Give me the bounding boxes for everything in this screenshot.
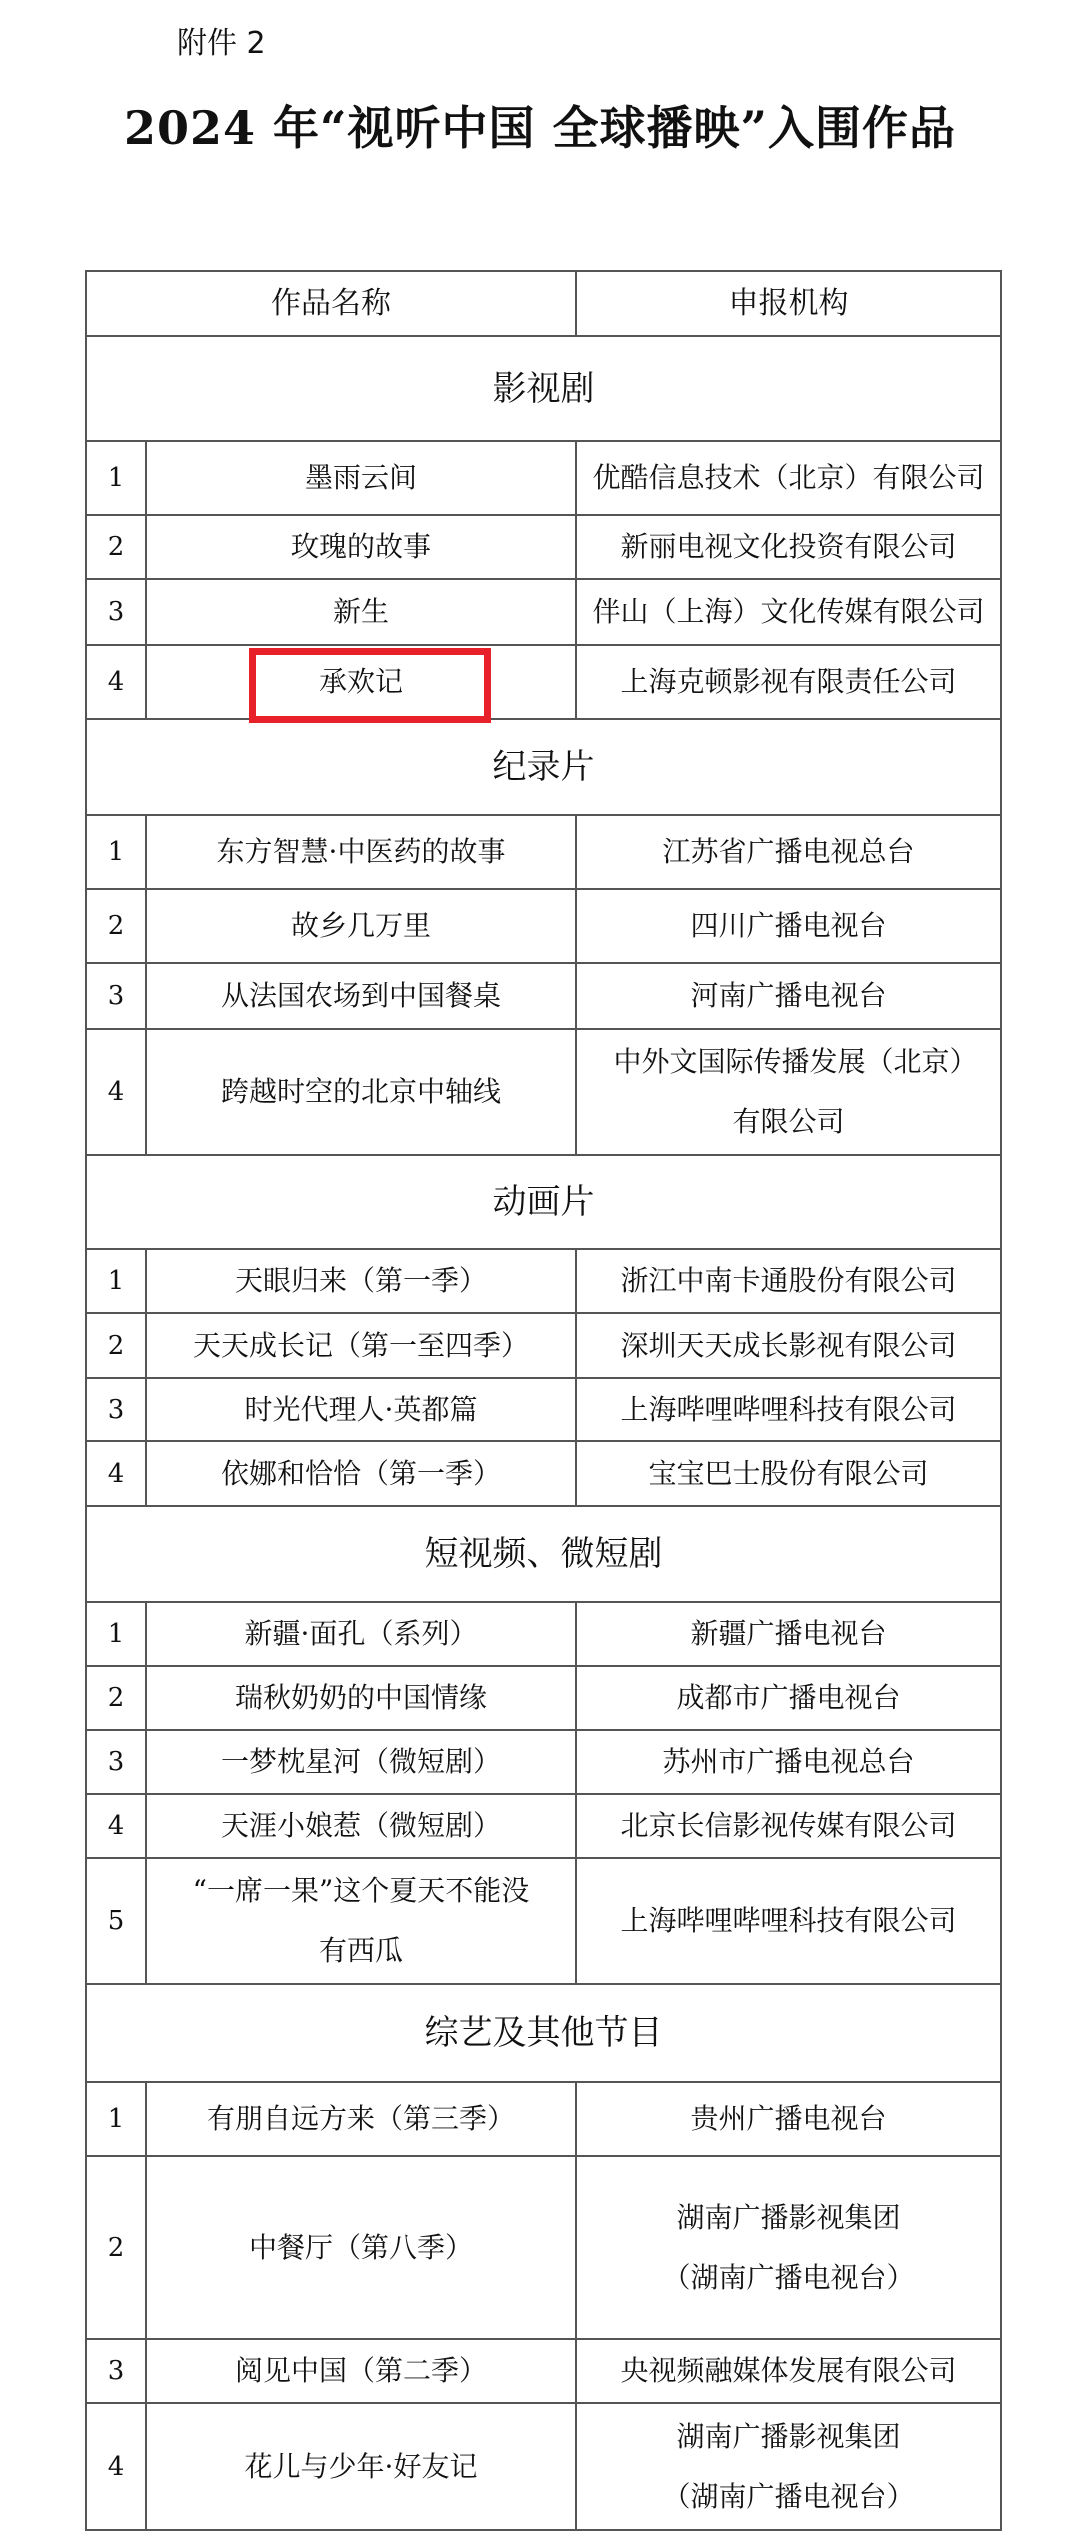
row-number: 5 — [86, 1858, 146, 1984]
row-number: 3 — [86, 579, 146, 645]
work-title: “一席一果”这个夏天不能没有西瓜 — [146, 1858, 576, 1984]
work-title: 天涯小娘惹（微短剧） — [146, 1794, 576, 1858]
work-title: 瑞秋奶奶的中国情缘 — [146, 1666, 576, 1730]
organization: 新疆广播电视台 — [576, 1602, 1001, 1666]
table-row — [86, 1441, 1001, 1506]
organization: 上海哔哩哔哩科技有限公司 — [576, 1378, 1001, 1441]
column-header-title: 作品名称 — [86, 271, 576, 336]
row-number: 2 — [86, 889, 146, 963]
row-number: 1 — [86, 1602, 146, 1666]
table-row — [86, 1378, 1001, 1441]
table-row — [86, 1313, 1001, 1378]
table-row — [86, 2082, 1001, 2156]
organization: 伴山（上海）文化传媒有限公司 — [576, 579, 1001, 645]
table-row — [86, 515, 1001, 579]
table-row — [86, 1730, 1001, 1794]
column-header-org: 申报机构 — [576, 271, 1001, 336]
table-row — [86, 579, 1001, 645]
section-title: 短视频、微短剧 — [86, 1506, 1001, 1602]
organization: 优酷信息技术（北京）有限公司 — [576, 441, 1001, 515]
work-title: 跨越时空的北京中轴线 — [146, 1029, 576, 1155]
row-number: 4 — [86, 1029, 146, 1155]
table-row — [86, 2403, 1001, 2530]
attachment-label: 附件 2 — [177, 26, 266, 61]
organization: 中外文国际传播发展（北京）有限公司 — [576, 1029, 1001, 1155]
organization: 苏州市广播电视总台 — [576, 1730, 1001, 1794]
table-header-row — [86, 271, 1001, 336]
organization: 宝宝巴士股份有限公司 — [576, 1441, 1001, 1506]
table-row — [86, 1249, 1001, 1313]
organization: 北京长信影视传媒有限公司 — [576, 1794, 1001, 1858]
work-title: 新疆·面孔（系列） — [146, 1602, 576, 1666]
row-number: 2 — [86, 1666, 146, 1730]
organization: 新丽电视文化投资有限公司 — [576, 515, 1001, 579]
work-title: 依娜和恰恰（第一季） — [146, 1441, 576, 1506]
row-number: 2 — [86, 2156, 146, 2339]
row-number: 1 — [86, 1249, 146, 1313]
table-row — [86, 889, 1001, 963]
table-row — [86, 1794, 1001, 1858]
section-title: 动画片 — [86, 1155, 1001, 1249]
organization: 贵州广播电视台 — [576, 2082, 1001, 2156]
work-title: 时光代理人·英都篇 — [146, 1378, 576, 1441]
work-title: 新生 — [146, 579, 576, 645]
work-title: 东方智慧·中医药的故事 — [146, 815, 576, 889]
section-title: 综艺及其他节目 — [86, 1984, 1001, 2082]
row-number: 3 — [86, 963, 146, 1029]
section-row — [86, 1155, 1001, 1249]
work-title: 花儿与少年·好友记 — [146, 2403, 576, 2530]
row-number: 4 — [86, 645, 146, 719]
table-row — [86, 2156, 1001, 2339]
table-row — [86, 1666, 1001, 1730]
organization: 江苏省广播电视总台 — [576, 815, 1001, 889]
row-number: 4 — [86, 2403, 146, 2530]
table-row — [86, 1858, 1001, 1984]
table-row — [86, 645, 1001, 719]
nominee-table — [85, 270, 1002, 2531]
organization: 成都市广播电视台 — [576, 1666, 1001, 1730]
table-row — [86, 1029, 1001, 1155]
organization: 四川广播电视台 — [576, 889, 1001, 963]
row-number: 4 — [86, 1441, 146, 1506]
organization: 深圳天天成长影视有限公司 — [576, 1313, 1001, 1378]
row-number: 3 — [86, 2339, 146, 2403]
work-title: 天天成长记（第一至四季） — [146, 1313, 576, 1378]
row-number: 1 — [86, 815, 146, 889]
organization: 浙江中南卡通股份有限公司 — [576, 1249, 1001, 1313]
work-title: 故乡几万里 — [146, 889, 576, 963]
row-number: 1 — [86, 2082, 146, 2156]
work-title: 一梦枕星河（微短剧） — [146, 1730, 576, 1794]
organization: 湖南广播影视集团（湖南广播电视台） — [576, 2403, 1001, 2530]
work-title: 从法国农场到中国餐桌 — [146, 963, 576, 1029]
section-title: 纪录片 — [86, 719, 1001, 815]
organization: 河南广播电视台 — [576, 963, 1001, 1029]
section-row — [86, 719, 1001, 815]
organization: 央视频融媒体发展有限公司 — [576, 2339, 1001, 2403]
organization: 上海哔哩哔哩科技有限公司 — [576, 1858, 1001, 1984]
work-title: 有朋自远方来（第三季） — [146, 2082, 576, 2156]
table-row — [86, 1602, 1001, 1666]
work-title: 中餐厅（第八季） — [146, 2156, 576, 2339]
work-title: 阅见中国（第二季） — [146, 2339, 576, 2403]
table-row — [86, 441, 1001, 515]
work-title: 天眼归来（第一季） — [146, 1249, 576, 1313]
section-row — [86, 1984, 1001, 2082]
table-row — [86, 963, 1001, 1029]
section-row — [86, 336, 1001, 441]
page-title: 2024 年“视听中国 全球播映”入围作品 — [124, 101, 956, 155]
table-row — [86, 815, 1001, 889]
organization: 上海克顿影视有限责任公司 — [576, 645, 1001, 719]
row-number: 1 — [86, 441, 146, 515]
row-number: 3 — [86, 1378, 146, 1441]
work-title: 玫瑰的故事 — [146, 515, 576, 579]
organization: 湖南广播影视集团（湖南广播电视台） — [576, 2156, 1001, 2339]
row-number: 2 — [86, 515, 146, 579]
work-title: 承欢记 — [146, 645, 576, 719]
row-number: 4 — [86, 1794, 146, 1858]
row-number: 2 — [86, 1313, 146, 1378]
row-number: 3 — [86, 1730, 146, 1794]
table-row — [86, 2339, 1001, 2403]
section-title: 影视剧 — [86, 336, 1001, 441]
section-row — [86, 1506, 1001, 1602]
work-title: 墨雨云间 — [146, 441, 576, 515]
